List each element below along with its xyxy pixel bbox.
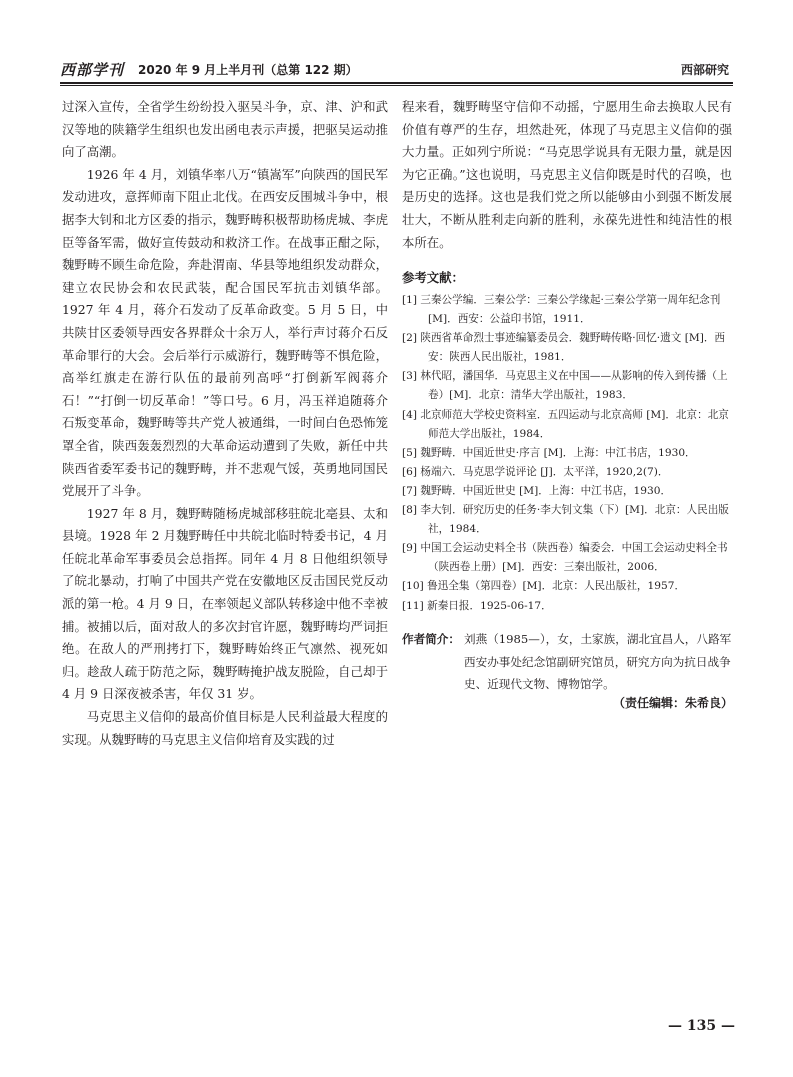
left-column xyxy=(62,96,388,751)
paragraph: 1927 年 8 月，魏野畴随杨虎城部移驻皖北亳县、太和县境。1928 年 2 月魏野畴任中共皖北临时特委书记，4 月任皖北革命军事委员会总指挥。同年 4 月 8 日他组织领导了皖北暴动，打响了中国共产党在安徽地区反击国民党反动派的第一枪。4 月 9 日，在率领起义部队转移途中他不幸被捕。被捕以后，面对敌人的多次封官许愿，魏野畴均严词拒绝。在敌人的严刑拷打下，魏野畴始终正气凛然、视死如归。趁敌人疏于防范之际，魏野畴掩护战友脱险，自己却于 4 月 9 日深夜被杀害，年仅 31 岁。 xyxy=(62,505,388,702)
paragraph: 马克思主义信仰的最高价值目标是人民利益最大程度的实现。从魏野畴的马克思主义信仰培育及实践的过 xyxy=(62,709,388,747)
page-header xyxy=(60,58,733,80)
reference-item: [7] 魏野畴．中国近世史 [M]．上海：中江书店，1930． xyxy=(402,484,672,497)
author-text: 刘燕（1985—），女，土家族，湖北宜昌人，八路军西安办事处纪念馆副研究馆员，研究方向为抗日战争史、近现代文物、博物馆学。 xyxy=(464,632,732,692)
page-number: — 135 — xyxy=(668,1018,735,1034)
header-rule-thin xyxy=(60,85,733,86)
reference-item: [8] 李大钊．研究历史的任务·李大钊文集（下）[M]．北京：人民出版社，1984． xyxy=(402,504,729,536)
author-bio xyxy=(402,628,732,696)
reference-item: [4] 北京师范大学校史资料室．五四运动与北京高师 [M]．北京：北京师范大学出版社，1984． xyxy=(402,408,729,440)
reference-item: [1] 三秦公学编．三秦公学：三秦公学缘起·三秦公学第一周年纪念刊 [M]．西安：公益印书馆，1911． xyxy=(402,294,721,326)
reference-item: [5] 魏野畴．中国近世史·序言 [M]．上海：中江书店，1930． xyxy=(402,446,696,459)
reference-item: [6] 杨端六．马克思学说评论 [J]．太平洋，1920,2(7)． xyxy=(402,465,669,478)
reference-item: [10] 鲁迅全集（第四卷）[M]．北京：人民出版社，1957． xyxy=(402,580,686,593)
paragraph: 过深入宣传，全省学生纷纷投入驱吴斗争，京、津、沪和武汉等地的陕籍学生组织也发出函电表示声援，把驱吴运动推向了高潮。 xyxy=(62,99,388,160)
reference-item: [2] 陕西省革命烈士事迹编纂委员会．魏野畴传略·回忆·遗文 [M]．西安：陕西人民出版社，1981． xyxy=(402,332,726,364)
references-title: 参考文献： xyxy=(402,270,464,285)
responsible-editor: （责任编辑：朱希良） xyxy=(612,696,733,710)
reference-item: [11] 新秦日报．1925-06-17． xyxy=(402,599,552,612)
paragraph: 程来看，魏野畴坚守信仰不动摇，宁愿用生命去换取人民有价值有尊严的生存，坦然赴死，体现了马克思主义信仰的强大力量。正如列宁所说：“马克思学说具有无限力量，就是因为它正确。”这也说明，马克思主义信仰既是时代的召唤，也是历史的选择。这也是我们党之所以能够由小到强不断发展壮大，不断从胜利走向新的胜利，永葆先进性和纯洁性的根本所在。 xyxy=(402,99,732,250)
author-label: 作者简介： xyxy=(402,632,460,646)
paragraph: 1926 年 4 月，刘镇华率八万“镇嵩军”向陕西的国民军发动进攻，意挥师南下阻止北伐。在西安反围城斗争中，根据李大钊和北方区委的指示，魏野畴积极帮助杨虎城、李虎臣等备军需，做好宣传鼓动和救济工作。在战事正酣之际，魏野畴不顾生命危险，奔赴渭南、华县等地组织发动群众，建立农民协会和农民武装，配合国民军抗击刘镇华部。1927 年 4 月，蒋介石发动了反革命政变。5 月 5 日，中共陕甘区委领导西安各界群众十余万人，举行声讨蒋介石反革命罪行的大会。会后举行示威游行，魏野畴等不惧危险，高举红旗走在游行队伍的最前列高呼“打倒新军阀蒋介石！”“打倒一切反革命！”等口号。6 月，冯玉祥追随蒋介石叛变革命，魏野畴等共产党人被通缉，一时间白色恐怖笼罩全省，陕西轰轰烈烈的大革命运动遭到了失败，新任中共陕西省委军委书记的魏野畴，并不悲观气馁，英勇地同国民党展开了斗争。 xyxy=(62,166,388,499)
section-name: 西部研究 xyxy=(680,63,729,77)
header-rule xyxy=(60,82,733,84)
journal-logo: 西部学刊 xyxy=(60,61,125,79)
reference-item: [3] 林代昭，潘国华．马克思主义在中国——从影响的传入到传播（上卷）[M]．北京：清华大学出版社，1983． xyxy=(402,370,728,402)
right-column xyxy=(402,96,732,254)
issue-info: 2020 年 9 月上半月刊（总第 122 期） xyxy=(138,63,358,77)
reference-item: [9] 中国工会运动史料全书（陕西卷）编委会．中国工会运动史料全书（陕西卷上册）[M]．西安：三秦出版社，2006． xyxy=(402,542,728,574)
references-list xyxy=(402,291,732,616)
